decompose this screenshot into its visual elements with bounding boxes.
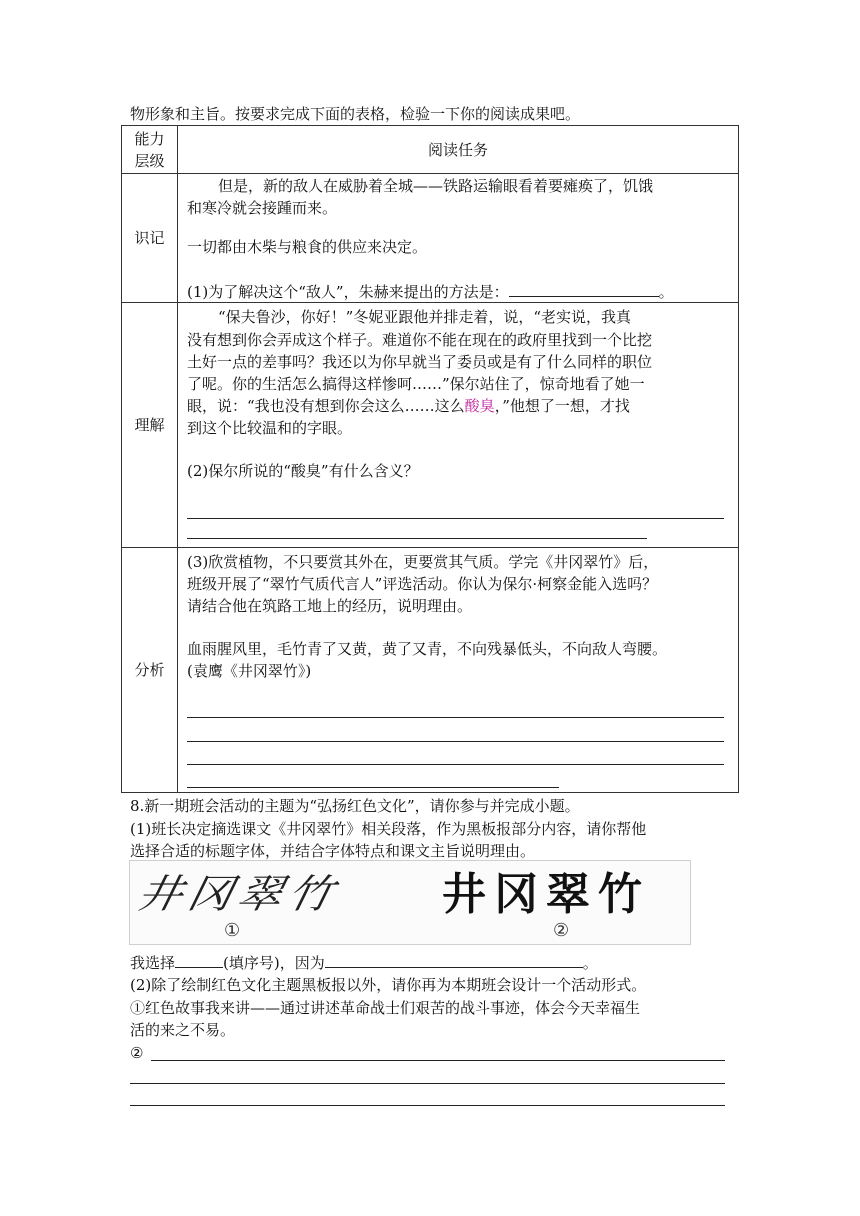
question-3-line: (3)欣赏植物，不只要赏其外在，更要赏其气质。学完《井冈翠竹》后， — [187, 553, 659, 571]
table-row-recall — [122, 174, 739, 303]
answer-line[interactable] — [130, 1083, 725, 1084]
table-row-analyze — [122, 548, 739, 793]
header-level-line2: 层级 — [134, 151, 165, 170]
passage-line-text: 眼，说：“我也没有想到你会这么……这么 — [187, 397, 465, 415]
answer-line[interactable] — [187, 518, 724, 519]
intro-text: 物形象和主旨。按要求完成下面的表格，检验一下你的阅读成果吧。 — [130, 105, 581, 123]
section-8-q1-line2: 选择合适的标题字体，并结合字体特点和课文主旨说明理由。 — [130, 842, 536, 860]
choose-option-line — [130, 952, 598, 974]
answer-line[interactable] — [187, 764, 724, 765]
choose-text-b: (填序号)，因为 — [223, 954, 325, 972]
passage-line — [187, 395, 630, 417]
passage-line: “保夫鲁沙，你好！”冬妮亚跟他并排走着，说，“老实说，我真 — [218, 308, 632, 326]
option-number-blank[interactable] — [175, 952, 223, 968]
choose-text-end: 。 — [582, 954, 598, 972]
table-header-row — [122, 126, 739, 174]
option-2-label: ② — [553, 920, 570, 941]
passage-line: 没有想到你会弄成这个样子。难道你不能在现在的政府里找到一个比挖 — [187, 331, 653, 349]
example-2-label: ② — [130, 1044, 144, 1062]
level-recall-label: 识记 — [134, 229, 165, 247]
level-understand-label: 理解 — [134, 416, 165, 434]
example-1-line1: ①红色故事我来讲——通过讲述革命战士们艰苦的战斗事迹，体会今天幸福生 — [130, 999, 641, 1017]
answer-line[interactable] — [187, 741, 724, 742]
level-understand — [122, 303, 178, 548]
passage-line: 和寒冷就会接踵而来。 — [187, 199, 338, 217]
header-level-line1: 能力 — [134, 129, 165, 148]
calligraphy-option-2: 井冈翠竹 — [442, 869, 650, 920]
passage-line: 土好一点的差事吗？我还以为你早就当了委员或是有了什么同样的职位 — [187, 353, 653, 371]
passage-line: 但是，新的敌人在威胁着全城——铁路运输眼看着要瘫痪了，饥饿 — [218, 177, 654, 195]
question-3-line: 请结合他在筑路工地上的经历，说明理由。 — [187, 597, 473, 615]
level-recall — [122, 174, 178, 303]
header-level-cell — [122, 126, 178, 174]
task-recall-cell — [178, 174, 739, 303]
task-understand-cell — [178, 303, 739, 548]
highlighted-word: 酸臭 — [464, 397, 495, 415]
quote-line: 血雨腥风里，毛竹青了又黄，黄了又青，不向残暴低头，不向敌人弯腰。 — [187, 640, 668, 658]
option-1-label: ① — [224, 920, 241, 941]
answer-line[interactable] — [151, 1060, 725, 1061]
calligraphy-options-image — [129, 860, 691, 945]
passage-line-text: ，”他想了一想，才找 — [494, 397, 630, 415]
task-analyze-cell — [178, 548, 739, 793]
answer-line[interactable] — [187, 717, 724, 718]
question-1-text: (1)为了解决这个“敌人”，朱赫来提出的方法是： — [187, 283, 509, 301]
level-analyze — [122, 548, 178, 793]
answer-blank-1[interactable] — [509, 281, 659, 297]
choose-text-a: 我选择 — [130, 954, 176, 972]
section-8-q1-line1: (1)班长决定摘选课文《井冈翠竹》相关段落，作为黑板报部分内容，请你帮他 — [130, 820, 647, 838]
section-8-title: 8.新一期班会活动的主题为“弘扬红色文化”，请你参与并完成小题。 — [130, 797, 580, 815]
question-2: (2)保尔所说的“酸臭”有什么含义？ — [187, 462, 419, 480]
reason-blank[interactable] — [325, 952, 583, 968]
table-row-understand — [122, 303, 739, 548]
passage-line: 一切都由木柴与粮食的供应来决定。 — [187, 238, 428, 256]
example-1-line2: 活的来之不易。 — [130, 1021, 236, 1039]
question-1 — [187, 281, 674, 303]
answer-line[interactable] — [130, 1105, 725, 1106]
calligraphy-option-1: 井冈翠竹 — [133, 871, 343, 918]
header-task-label: 阅读任务 — [427, 140, 488, 159]
question-1-end: 。 — [658, 283, 674, 301]
header-task-cell — [178, 126, 739, 174]
question-3-line: 班级开展了“翠竹气质代言人”评选活动。你认为保尔·柯察金能入选吗？ — [187, 575, 658, 593]
section-8-q2: (2)除了绘制红色文化主题黑板报以外，请你再为本期班会设计一个活动形式。 — [130, 976, 647, 994]
answer-line[interactable] — [187, 538, 647, 539]
level-analyze-label: 分析 — [134, 661, 165, 679]
answer-line[interactable] — [187, 787, 559, 788]
passage-line: 了呢。你的生活怎么搞得这样惨呵……”保尔站住了，惊奇地看了她一 — [187, 375, 645, 393]
reading-task-table — [121, 125, 739, 793]
quote-source: (袁鹰《井冈翠竹》) — [187, 662, 312, 680]
passage-line: 到这个比较温和的字眼。 — [187, 419, 353, 437]
